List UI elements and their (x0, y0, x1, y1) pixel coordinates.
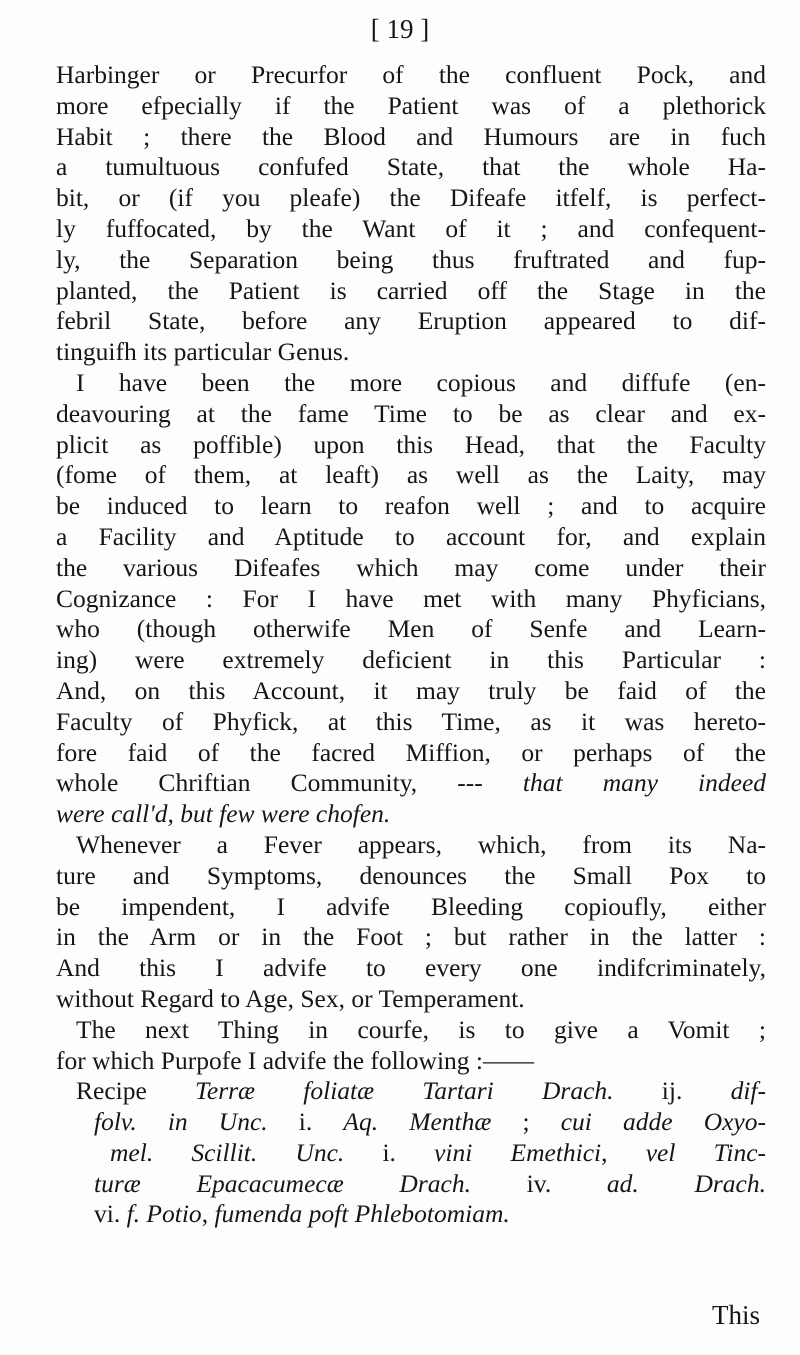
text-line: ing) were extremely deficient in this Particular : (56, 645, 766, 675)
text-line: Cognizance : For I have met with many Phyficians, (56, 583, 766, 613)
text-span: , (601, 1137, 646, 1167)
text-span: ij. (613, 1076, 731, 1106)
italic-span: dif- (730, 1076, 766, 1106)
text-line: I have been the more copious and diffufe (en- (76, 367, 766, 397)
italic-span: ad. Drach. (606, 1168, 766, 1198)
text-span: i. (267, 1107, 344, 1137)
italic-span: turæ Epacacumecæ Drach. (94, 1168, 471, 1198)
catchword: This (711, 1300, 760, 1330)
italic-span: Aq. Menthæ (343, 1107, 492, 1137)
italic-span: mel. Scillit. Unc. (110, 1137, 345, 1167)
text-line: ly, the Separation being thus fruftrated and fup- (56, 244, 766, 274)
text-span: whole Chriftian Community, --- (56, 768, 483, 798)
text-line: And, on this Account, it may truly be faid of the (56, 675, 766, 705)
text-line: who (though otherwife Men of Senfe and Learn- (56, 614, 766, 644)
italic-span: vini Emethici (434, 1137, 602, 1167)
text-line: ture and Symptoms, denounces the Small Pox to (56, 860, 766, 890)
italic-span: fumenda poft Phlebotomiam. (214, 1199, 510, 1229)
text-line: Harbinger or Precurfor of the confluent Pock, and (56, 60, 766, 89)
text-line: The next Thing in courfe, is to give a Vomit ; (76, 1014, 766, 1044)
text-line: the various Difeafes which may come under their (56, 552, 766, 582)
text-span: i. (344, 1137, 435, 1167)
recipe-line (56, 1076, 766, 1107)
text-line: more efpecially if the Patient was of a plethorick (56, 90, 766, 120)
text-span: Recipe (76, 1076, 196, 1106)
text-line: a tumultuous confufed State, that the whole Ha- (56, 152, 766, 182)
italic-span: f. Potio (126, 1199, 202, 1229)
page-number: [ 19 ] (370, 14, 430, 44)
text-line: And this I advife to every one indifcriminately, (56, 953, 766, 983)
text-line: tinguifh its particular Genus. (56, 337, 350, 367)
text-line: febril State, before any Eruption appeared to dif- (56, 306, 766, 336)
text-span: iv. (470, 1168, 607, 1198)
recipe-line (56, 1199, 766, 1230)
italic-quote-line: were call'd, but few were chofen. (56, 799, 391, 829)
text-line: deavouring at the fame Time to be as clear and ex- (56, 398, 766, 428)
italic-span: vel Tinc- (645, 1137, 767, 1167)
recipe-line (56, 1107, 766, 1138)
text-span: vi. (94, 1199, 127, 1229)
text-line: planted, the Patient is carried off the Stage in the (56, 275, 766, 305)
text-line: without Regard to Age, Sex, or Temperament. (56, 983, 525, 1013)
recipe-line (56, 1169, 766, 1200)
text-line: be impendent, I advife Bleeding copioufly, either (56, 891, 766, 921)
italic-span: folv. in Unc. (94, 1107, 268, 1137)
text-line: fore faid of the facred Miffion, or perhaps of the (56, 737, 766, 767)
text-span: , (201, 1199, 215, 1229)
italic-span: cui adde Oxyo- (560, 1107, 766, 1137)
text-line: ly fuffocated, by the Want of it ; and confequent- (56, 213, 766, 243)
text-span: ; (491, 1107, 561, 1137)
recipe-line (56, 1138, 766, 1169)
text-line: Habit ; there the Blood and Humours are in fuch (56, 121, 766, 151)
text-line: bit, or (if you pleafe) the Difeafe itfelf, is perfect- (56, 183, 766, 213)
body-text (56, 60, 766, 1230)
text-line: be induced to learn to reafon well ; and to acquire (56, 491, 766, 521)
text-line: for which Purpofe I advife the following :—— (56, 1045, 535, 1075)
text-line (56, 768, 766, 799)
italic-quote: that many indeed (522, 768, 767, 798)
text-line: Faculty of Phyfick, at this Time, as it was hereto- (56, 706, 766, 736)
text-line: plicit as poffible) upon this Head, that the Faculty (56, 429, 766, 459)
italic-span: Terræ foliatæ Tartari Drach. (195, 1076, 614, 1106)
text-line: a Facility and Aptitude to account for, and explain (56, 521, 766, 551)
text-line: Whenever a Fever appears, which, from its Na- (76, 829, 766, 859)
text-line: in the Arm or in the Foot ; but rather in the latter : (56, 922, 766, 952)
text-line: (fome of them, at leaft) as well as the Laity, may (56, 460, 766, 490)
